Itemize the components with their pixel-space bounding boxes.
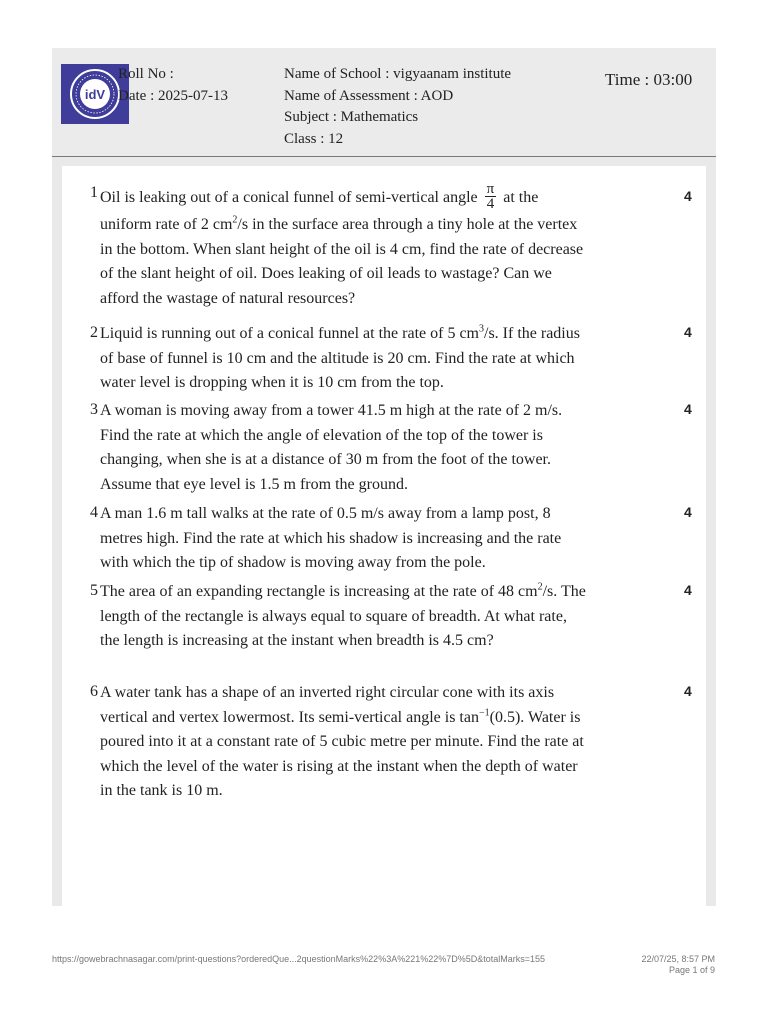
question-number: 4 (90, 504, 98, 521)
roll-no: Roll No : (118, 66, 174, 82)
question-number: 2 (90, 324, 98, 341)
questions-area (62, 166, 706, 906)
exam-date: Date : 2025-07-13 (118, 88, 228, 104)
question-number: 3 (90, 401, 98, 418)
question-text: The area of an expanding rectangle is increasing at the rate of 48 $cm^2/s$. The length of the rectangle is always equal to square of breadth. At what rate, the length is increasing at the instant when breadth is 4.5 cm? (100, 581, 586, 649)
question-text: A woman is moving away from a tower 41.5 m high at the rate of 2 m/s. Find the rate at which the angle of elevation of the top of the tower is changing, when she is at a distance of 30 m from the foot of the tower. Assume that eye level is 1.5 m from the ground. (100, 402, 563, 493)
question-number: 6 (90, 683, 98, 700)
class: Class : 12 (284, 131, 344, 147)
question-text: Liquid is running out of a conical funnel at the rate of 5 $cm^3/s$. If the radius of base of funnel is 10 cm and the altitude is 20 cm. Find the rate at which water level is dropping when it is 10 cm from the top. (100, 323, 580, 391)
question-marks: 4 (684, 504, 692, 520)
page-indicator: Page 1 of 9 (668, 965, 715, 975)
question-text: A man 1.6 m tall walks at the rate of 0.5 m/s away from a lamp post, 8 metres high. Find the rate at which his shadow is increasing and the rate with which the tip of shadow is moving away from the pole. (100, 505, 562, 571)
question-text: A water tank has a shape of an inverted right circular cone with its axis vertical and vertex lowermost. Its semi-vertical angle is $\tan^{-1}(0.5)$. Water is poured into it at a constant rate of 5 cubic metre per minute. Find the rate at which the level of the water is rising at the instant when the depth of water in the tank is 10 m. (100, 684, 584, 799)
question-marks: 4 (684, 582, 692, 598)
print-meta (641, 954, 715, 976)
source-url: https://gowebrachnasagar.com/print-questions?orderedQue...2questionMarks%22%3A%221%22%7D%5D&totalMarks=155 (52, 954, 546, 964)
question-marks: 4 (684, 401, 692, 417)
pi-over-four-fraction: $\frac{\pi}{4}$ (486, 181, 495, 212)
question-number: 1 (90, 184, 98, 201)
subject: Subject : Mathematics (284, 109, 419, 125)
question-marks: 4 (684, 188, 692, 204)
print-datetime: 22/07/25, 8:57 PM (641, 954, 715, 964)
paper-header (52, 48, 716, 157)
question-marks: 4 (684, 683, 692, 699)
assessment-name: Name of Assessment : AOD (284, 88, 454, 104)
question-number: 5 (90, 582, 98, 599)
question-text: Oil is leaking out of a conical funnel of semi-vertical angle $\frac{\pi}{4}$ at the uniform rate of 2 $cm^2/s$ in the surface area through a tiny hole at the vertex in the bottom. When slant height of the oil is 4 cm, find the rate of decrease of the slant height of oil. Does leaking of oil leads to wastage? Can we afford the wastage of natural resources? (100, 181, 584, 307)
question-paper-sheet (52, 48, 716, 906)
time-allowed: Time : 03:00 (605, 70, 693, 89)
logo-text: idV (84, 87, 106, 102)
school-name: Name of School : vigyaanam institute (284, 66, 512, 82)
question-marks: 4 (684, 324, 692, 340)
